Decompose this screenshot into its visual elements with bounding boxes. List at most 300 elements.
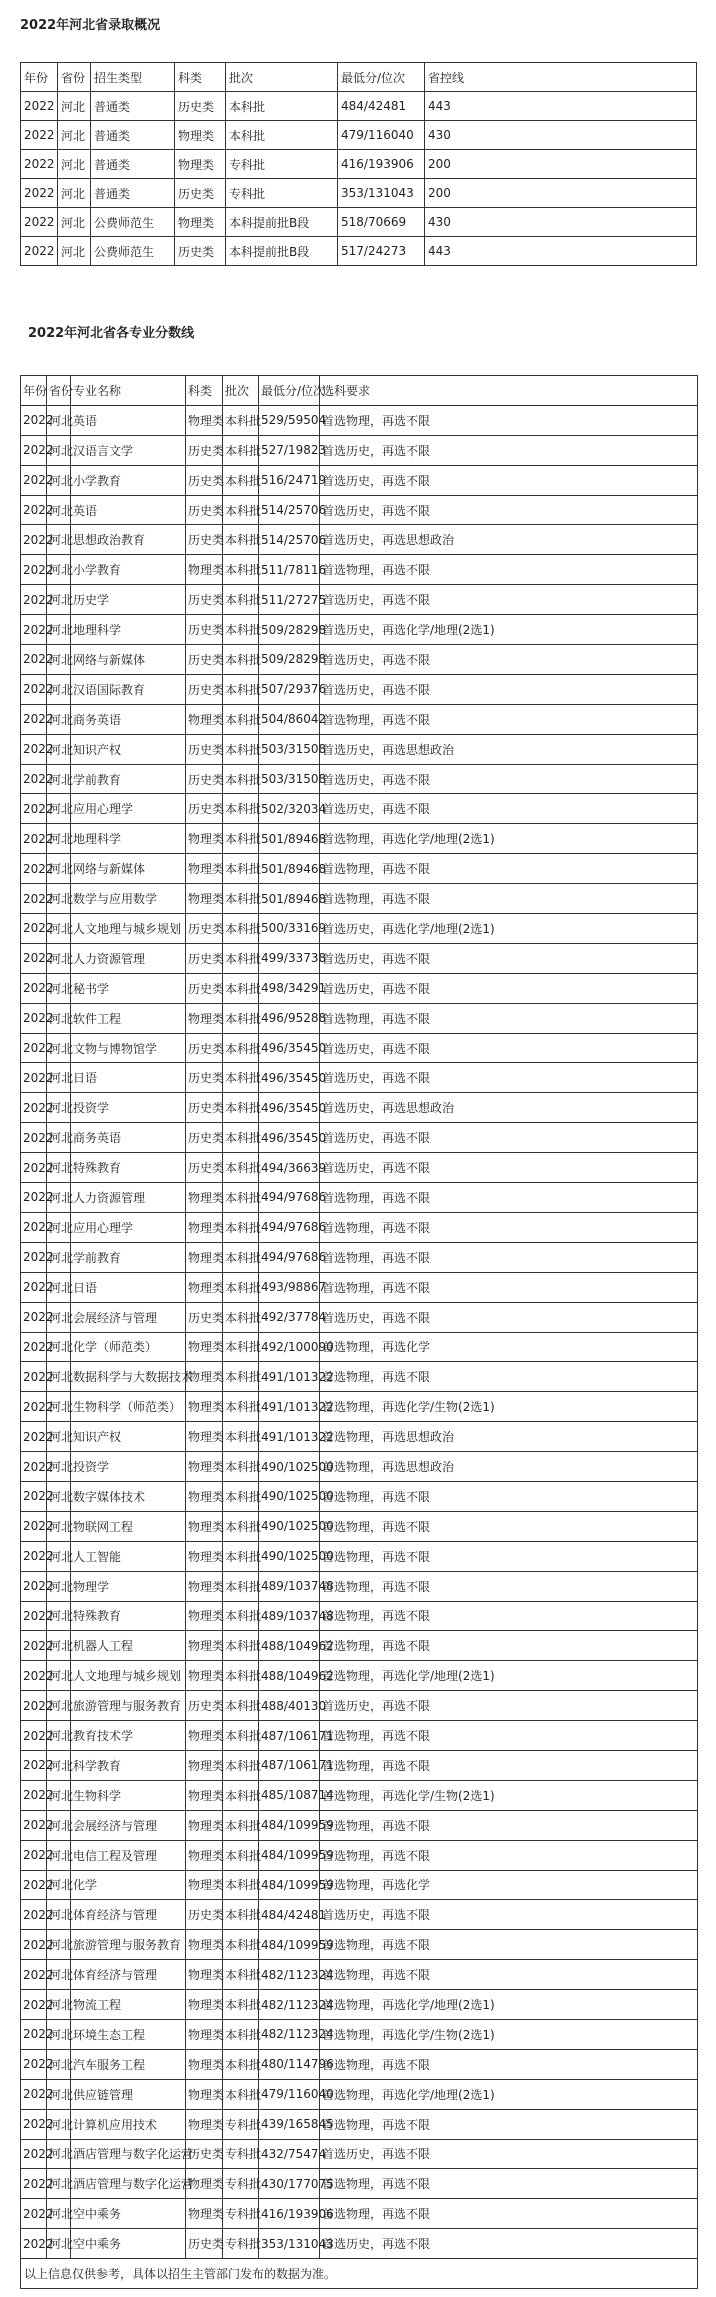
table-cell: 2022 [21,1153,47,1183]
table-cell: 本科批 [223,1631,259,1661]
table-cell: 历史类 [186,1123,223,1153]
table-cell: 教育技术学 [71,1721,186,1751]
table-row [21,208,697,237]
table-row [21,854,698,884]
table-cell: 学前教育 [71,1242,186,1272]
table-cell: 河北 [47,1093,71,1123]
table-cell: 200 [425,179,697,208]
column-header: 专业名称 [71,376,186,406]
table-cell: 2022 [21,914,47,944]
table-cell: 482/112324 [259,1960,320,1990]
table-cell: 河北 [47,1780,71,1810]
table-cell: 河北 [47,1332,71,1362]
table-cell: 本科批 [223,1960,259,1990]
table-cell: 487/106171 [259,1750,320,1780]
table-cell: 517/24273 [338,237,425,266]
table-cell: 历史类 [186,1153,223,1183]
table-row [21,555,698,585]
table-cell: 河北 [47,1870,71,1900]
table-cell: 河北 [47,973,71,1003]
table-cell: 本科批 [223,1063,259,1093]
table-cell: 2022 [21,2079,47,2109]
table-cell: 体育经济与管理 [71,1900,186,1930]
table-cell: 首选物理，再选化学/地理(2选1) [320,1990,698,2020]
table-cell: 物理类 [175,121,226,150]
table-cell: 2022 [21,1750,47,1780]
table-cell: 2022 [21,525,47,555]
table-cell: 物理类 [186,1242,223,1272]
table-cell: 物理类 [186,1183,223,1213]
column-header: 年份 [21,63,58,92]
table-cell: 首选历史，再选化学/地理(2选1) [320,914,698,944]
table-cell: 2022 [21,1601,47,1631]
table-cell: 479/116040 [259,2079,320,2109]
table-cell: 历史类 [186,525,223,555]
table-cell: 2022 [21,1063,47,1093]
section2-title: 2022年河北省各专业分数线 [28,326,195,341]
table-cell: 480/114796 [259,2049,320,2079]
table-cell: 首选历史，再选不限 [320,435,698,465]
table-cell: 2022 [21,405,47,435]
table-row [21,495,698,525]
table-cell: 本科批 [223,1183,259,1213]
table-cell: 物理类 [186,824,223,854]
header-row [21,63,697,92]
table-cell: 490/102500 [259,1481,320,1511]
table-row [21,237,697,266]
table-cell: 酒店管理与数字化运营 [71,2139,186,2169]
table-cell: 河北 [47,1661,71,1691]
table-cell: 本科批 [223,615,259,645]
table-row [21,1900,698,1930]
table-cell: 物理类 [186,2019,223,2049]
table-cell: 河北 [47,435,71,465]
table-cell: 地理科学 [71,615,186,645]
column-header: 招生类型 [91,63,175,92]
table-cell: 河北 [47,1691,71,1721]
table-cell: 本科批 [223,1242,259,1272]
table-row [21,1123,698,1153]
table-cell: 432/75474 [259,2139,320,2169]
table-cell: 516/24719 [259,465,320,495]
table-cell: 本科批 [223,674,259,704]
table-cell: 专科批 [223,2229,259,2259]
table-cell: 空中乘务 [71,2199,186,2229]
table-row [21,1033,698,1063]
table-cell: 河北 [47,764,71,794]
table-cell: 501/89468 [259,884,320,914]
table-cell: 河北 [47,2199,71,2229]
table-cell: 本科批 [223,1452,259,1482]
table-cell: 首选历史，再选不限 [320,2139,698,2169]
table-cell: 首选物理，再选不限 [320,405,698,435]
table-row [21,1422,698,1452]
table-cell: 应用心理学 [71,1212,186,1242]
table-cell: 本科批 [223,1153,259,1183]
table-cell: 2022 [21,734,47,764]
table-cell: 小学教育 [71,465,186,495]
table-cell: 小学教育 [71,555,186,585]
table-cell: 本科批 [223,1750,259,1780]
table-cell: 河北 [58,121,91,150]
table-row [21,1571,698,1601]
table-cell: 首选物理，再选不限 [320,1212,698,1242]
table-cell: 2022 [21,854,47,884]
table-cell: 环境生态工程 [71,2019,186,2049]
table-cell: 504/86042 [259,704,320,734]
table-cell: 河北 [47,734,71,764]
table-cell: 本科批 [223,2049,259,2079]
table-cell: 普通类 [91,92,175,121]
admission-overview-table [20,62,697,266]
table-row [21,179,697,208]
table-cell: 公费师范生 [91,208,175,237]
table-cell: 河北 [47,465,71,495]
table-cell: 503/31508 [259,764,320,794]
table-cell: 本科提前批B段 [226,237,338,266]
table-row [21,1960,698,1990]
table-cell: 首选历史，再选不限 [320,1153,698,1183]
table-cell: 482/112324 [259,2019,320,2049]
table-cell: 人文地理与城乡规划 [71,914,186,944]
table-row [21,1721,698,1751]
table-row [21,2049,698,2079]
table-cell: 河北 [47,794,71,824]
table-cell: 482/112324 [259,1990,320,2020]
table-cell: 河北 [58,150,91,179]
table-cell: 河北 [58,179,91,208]
table-cell: 物流工程 [71,1990,186,2020]
table-cell: 353/131043 [259,2229,320,2259]
table-row [21,1541,698,1571]
table-cell: 本科批 [223,824,259,854]
table-cell: 地理科学 [71,824,186,854]
table-cell: 511/78116 [259,555,320,585]
table-cell: 物理类 [186,1661,223,1691]
table-cell: 本科批 [223,1362,259,1392]
table-cell: 首选物理，再选不限 [320,1511,698,1541]
table-cell: 本科批 [223,1093,259,1123]
table-cell: 489/103748 [259,1571,320,1601]
table-row [21,1870,698,1900]
table-row [21,1661,698,1691]
table-cell: 2022 [21,585,47,615]
table-cell: 投资学 [71,1093,186,1123]
table-cell: 首选物理，再选不限 [320,1631,698,1661]
table-cell: 496/35450 [259,1063,320,1093]
table-cell: 思想政治教育 [71,525,186,555]
table-cell: 本科批 [223,1571,259,1601]
table-cell: 历史类 [186,585,223,615]
table-cell: 首选历史，再选不限 [320,1063,698,1093]
table-row [21,1302,698,1332]
table-cell: 河北 [47,1033,71,1063]
table-cell: 河北 [47,1960,71,1990]
table-cell: 2022 [21,1571,47,1601]
table-cell: 509/28298 [259,645,320,675]
table-cell: 物理类 [186,2169,223,2199]
table-cell: 502/32034 [259,794,320,824]
table-cell: 首选物理，再选不限 [320,854,698,884]
table-cell: 专科批 [223,2169,259,2199]
table-row [21,2109,698,2139]
table-cell: 河北 [47,2019,71,2049]
table-cell: 首选物理，再选不限 [320,1750,698,1780]
table-cell: 人工智能 [71,1541,186,1571]
table-cell: 专科批 [223,2199,259,2229]
table-cell: 2022 [21,1003,47,1033]
table-row [21,615,698,645]
table-cell: 河北 [47,884,71,914]
table-cell: 490/102500 [259,1511,320,1541]
column-header: 科类 [186,376,223,406]
table-cell: 本科批 [226,121,338,150]
table-cell: 485/108714 [259,1780,320,1810]
table-cell: 河北 [47,2049,71,2079]
table-row [21,465,698,495]
table-cell: 汉语言文学 [71,435,186,465]
table-cell: 首选物理，再选不限 [320,1272,698,1302]
table-cell: 普通类 [91,179,175,208]
table-cell: 491/101322 [259,1422,320,1452]
table-cell: 科学教育 [71,1750,186,1780]
table-cell: 化学（师范类） [71,1332,186,1362]
table-cell: 物理类 [186,1990,223,2020]
table-cell: 历史类 [175,237,226,266]
table-row [21,1272,698,1302]
table-cell: 物理学 [71,1571,186,1601]
table-cell: 本科批 [223,1721,259,1751]
table-cell: 河北 [47,1063,71,1093]
table-cell: 本科批 [223,1990,259,2020]
table-cell: 2022 [21,1302,47,1332]
table-cell: 河北 [47,2229,71,2259]
table-cell: 物理类 [186,2109,223,2139]
table-row [21,1481,698,1511]
table-cell: 首选历史，再选不限 [320,1302,698,1332]
table-row [21,794,698,824]
table-cell: 河北 [47,943,71,973]
table-cell: 首选物理，再选化学/地理(2选1) [320,824,698,854]
column-header: 最低分/位次 [259,376,320,406]
table-cell: 2022 [21,794,47,824]
table-cell: 历史类 [186,435,223,465]
table-cell: 首选历史，再选不限 [320,495,698,525]
table-cell: 知识产权 [71,1422,186,1452]
table-cell: 本科批 [223,1332,259,1362]
table-cell: 2022 [21,1242,47,1272]
table-cell: 501/89468 [259,824,320,854]
table-cell: 物理类 [186,1481,223,1511]
column-header: 年份 [21,376,47,406]
table-cell: 历史类 [186,734,223,764]
header-row [21,376,698,406]
table-cell: 会展经济与管理 [71,1302,186,1332]
table-cell: 2022 [21,1960,47,1990]
table-cell: 518/70669 [338,208,425,237]
table-cell: 历史类 [186,764,223,794]
table-cell: 2022 [21,1721,47,1751]
table-cell: 2022 [21,645,47,675]
table-cell: 河北 [47,1392,71,1422]
table-cell: 首选历史，再选不限 [320,794,698,824]
table-cell: 439/165845 [259,2109,320,2139]
table-cell: 本科批 [223,1541,259,1571]
table-cell: 本科批 [223,1123,259,1153]
table-row [21,2139,698,2169]
table-cell: 首选历史，再选不限 [320,764,698,794]
table-cell: 527/19823 [259,435,320,465]
table-cell: 历史类 [186,973,223,1003]
table-cell: 本科批 [223,1691,259,1721]
table-cell: 河北 [47,914,71,944]
table-cell: 503/31508 [259,734,320,764]
table-cell: 2022 [21,92,58,121]
table-cell: 2022 [21,1392,47,1422]
table-cell: 首选物理，再选不限 [320,1242,698,1272]
table-row [21,1183,698,1213]
table-cell: 物理类 [186,884,223,914]
table-cell: 首选历史，再选不限 [320,1033,698,1063]
table-cell: 旅游管理与服务教育 [71,1691,186,1721]
table-cell: 本科批 [223,1212,259,1242]
table-cell: 首选物理，再选化学/生物(2选1) [320,1780,698,1810]
table-cell: 2022 [21,121,58,150]
table-cell: 专科批 [226,150,338,179]
table-row [21,943,698,973]
table-cell: 河北 [58,237,91,266]
table-cell: 河北 [47,525,71,555]
table-cell: 河北 [47,555,71,585]
table-row [21,1362,698,1392]
table-cell: 河北 [47,1183,71,1213]
table-cell: 历史类 [186,1093,223,1123]
table-cell: 河北 [47,1511,71,1541]
table-cell: 496/95288 [259,1003,320,1033]
table-cell: 应用心理学 [71,794,186,824]
table-cell: 本科批 [223,704,259,734]
table-cell: 河北 [47,1362,71,1392]
table-cell: 2022 [21,1481,47,1511]
table-cell: 501/89468 [259,854,320,884]
table-row [21,734,698,764]
table-cell: 494/97686 [259,1183,320,1213]
table-cell: 491/101322 [259,1362,320,1392]
table-cell: 首选物理，再选不限 [320,1481,698,1511]
table-cell: 2022 [21,2109,47,2139]
table-cell: 2022 [21,1990,47,2020]
table-cell: 首选物理，再选化学/地理(2选1) [320,2079,698,2109]
table-cell: 人文地理与城乡规划 [71,1661,186,1691]
table-cell: 2022 [21,1930,47,1960]
table-cell: 首选物理，再选化学/地理(2选1) [320,1661,698,1691]
table-cell: 河北 [47,1481,71,1511]
table-cell: 首选历史，再选不限 [320,1900,698,1930]
table-row [21,435,698,465]
table-cell: 商务英语 [71,1123,186,1153]
table-cell: 首选历史，再选不限 [320,645,698,675]
table-cell: 首选历史，再选思想政治 [320,1093,698,1123]
table-cell: 汉语国际教育 [71,674,186,704]
table-cell: 物联网工程 [71,1511,186,1541]
column-header: 省份 [58,63,91,92]
table-cell: 酒店管理与数字化运营 [71,2169,186,2199]
table-cell: 2022 [21,1900,47,1930]
table-cell: 英语 [71,495,186,525]
table-cell: 2022 [21,150,58,179]
table-cell: 汽车服务工程 [71,2049,186,2079]
table-cell: 443 [425,237,697,266]
table-cell: 2022 [21,179,58,208]
table-cell: 2022 [21,2019,47,2049]
table-cell: 353/131043 [338,179,425,208]
table-cell: 本科批 [223,555,259,585]
table-cell: 历史类 [186,2229,223,2259]
table-cell: 496/35450 [259,1033,320,1063]
table-row [21,1810,698,1840]
table-cell: 2022 [21,1033,47,1063]
table-cell: 首选物理，再选化学/生物(2选1) [320,2019,698,2049]
table-cell: 河北 [47,1302,71,1332]
table-cell: 物理类 [186,555,223,585]
table-cell: 2022 [21,555,47,585]
table-cell: 首选历史，再选不限 [320,1123,698,1153]
table-cell: 2022 [21,615,47,645]
table-cell: 本科批 [223,2019,259,2049]
table-cell: 河北 [47,824,71,854]
table-cell: 物理类 [186,854,223,884]
table-cell: 首选物理，再选思想政治 [320,1422,698,1452]
table-cell: 511/27275 [259,585,320,615]
table-cell: 日语 [71,1272,186,1302]
table-cell: 物理类 [186,1810,223,1840]
table-cell: 2022 [21,1422,47,1452]
table-cell: 本科批 [223,854,259,884]
table-cell: 特殊教育 [71,1601,186,1631]
table-cell: 2022 [21,1541,47,1571]
table-cell: 河北 [47,1541,71,1571]
table-cell: 本科批 [223,645,259,675]
table-cell: 河北 [47,1721,71,1751]
table-cell: 历史类 [186,943,223,973]
table-cell: 学前教育 [71,764,186,794]
table-cell: 2022 [21,435,47,465]
table-row [21,1063,698,1093]
table-cell: 本科批 [223,884,259,914]
table-cell: 492/37784 [259,1302,320,1332]
table-cell: 2022 [21,1631,47,1661]
table-cell: 416/193906 [338,150,425,179]
table-row [21,914,698,944]
table-cell: 本科批 [223,914,259,944]
table-cell: 河北 [47,405,71,435]
table-cell: 体育经济与管理 [71,1960,186,1990]
table-cell: 494/97686 [259,1212,320,1242]
table-cell: 494/97686 [259,1242,320,1272]
table-cell: 物理类 [186,405,223,435]
table-cell: 首选物理，再选不限 [320,555,698,585]
column-header: 选科要求 [320,376,698,406]
table-cell: 生物科学（师范类） [71,1392,186,1422]
table-cell: 本科批 [223,435,259,465]
table-cell: 首选历史，再选不限 [320,1691,698,1721]
table-cell: 首选物理，再选不限 [320,2049,698,2079]
table-cell: 河北 [47,1900,71,1930]
table-row [21,2229,698,2259]
table-cell: 物理类 [186,1870,223,1900]
table-cell: 507/29376 [259,674,320,704]
table-cell: 首选历史，再选不限 [320,2229,698,2259]
